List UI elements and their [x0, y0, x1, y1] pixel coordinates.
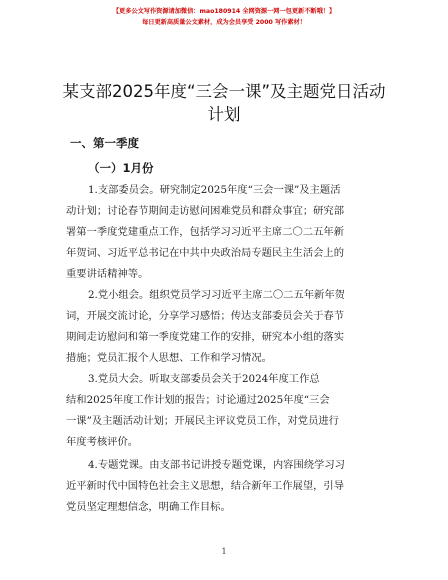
paragraph-line: 动计划；讨论春节期间走访慰问困难党员和群众事宜；研究部 [66, 205, 345, 217]
paragraph-line: 3.党员大会。听取支部委员会关于2024年度工作总 [88, 373, 320, 385]
paragraph-line: 1.支部委员会。研究制定2025年度“三会一课”及主题活 [88, 184, 341, 196]
document-title [30, 80, 418, 126]
document-title-line1: 某支部2025年度“三会一课”及主题党日活动 [62, 82, 386, 101]
promo-banner-line1: 【更多公文写作资源请加微信：mao180914 全网资源一网一包更新不断哦！】 [112, 8, 336, 15]
paragraph-line: 年贺词、习近平总书记在中共中央政治局专题民主生活会上的 [66, 247, 345, 259]
subsection-heading-january: （一）1月份 [88, 161, 154, 175]
paragraph-line: 近平新时代中国特色社会主义思想，结合新年工作展望，引导 [66, 480, 345, 492]
section-heading-q1: 一、第一季度 [70, 136, 139, 150]
document-title-line2: 计划 [207, 105, 241, 124]
page-number: 1 [221, 547, 227, 556]
paragraph-line: 一课”及主题活动计划；开展民主评议党员工作，对党员进行 [66, 415, 339, 427]
promo-banner [0, 6, 448, 28]
paragraph-line: 4.专题党课。由支部书记讲授专题党课，内容围绕学习习 [88, 459, 345, 471]
paragraph-committee-meeting [66, 180, 392, 285]
paragraph-line: 措施；党员汇报个人思想、工作和学习情况。 [66, 352, 272, 364]
paragraph-line: 年度考核评价。 [66, 436, 139, 448]
paragraph-line: 期间走访慰问和第一季度党建工作的安排，研究本小组的落实 [66, 331, 345, 343]
paragraph-line: 党员坚定理想信念，明确工作目标。 [66, 501, 231, 513]
paragraph-line: 重要讲话精神等。 [66, 268, 149, 280]
paragraph-line: 词，开展交流讨论，分享学习感悟；传达支部委员会关于春节 [66, 310, 345, 322]
paragraph-line: 结和2025年度工作计划的报告；讨论通过2025年度“三会 [66, 394, 330, 406]
paragraph-member-assembly [66, 369, 392, 453]
paragraph-group-meeting [66, 285, 392, 369]
paragraph-line: 2.党小组会。组织党员学习习近平主席二〇二五年新年贺 [88, 289, 345, 301]
promo-banner-line2: 每日更新高质量公文素材，成为会员享受 2000 写作素材！ [142, 19, 306, 26]
paragraph-party-lecture [66, 455, 392, 518]
paragraph-line: 署第一季度党建重点工作，包括学习习近平主席二〇二五年新 [66, 226, 345, 238]
